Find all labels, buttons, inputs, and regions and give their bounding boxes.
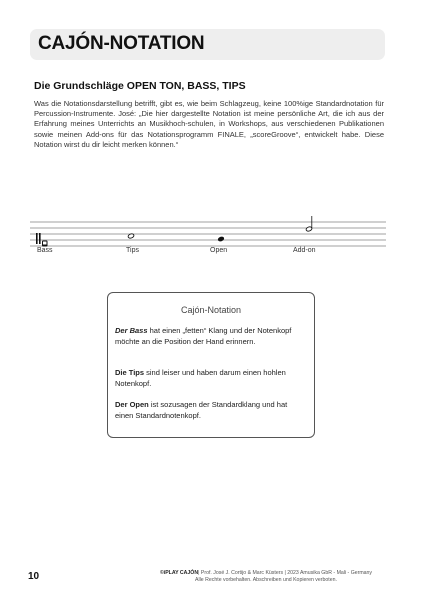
staff-lines <box>30 222 386 246</box>
copyright-footer <box>140 570 392 584</box>
tips-term: Die Tips <box>115 368 145 377</box>
title-bar <box>30 29 385 60</box>
bass-term: Der Bass <box>115 326 148 335</box>
bass-note-head <box>43 241 48 246</box>
open-description <box>115 400 305 421</box>
bass-description <box>115 326 305 347</box>
section-subheading: Die Grundschläge OPEN TON, BASS, TIPS <box>34 80 246 92</box>
footer-credits: | Prof. José J. Cortijo & Marc Küsters | 2023 Amusika GbR - Mali - Germany <box>198 570 373 576</box>
open-term: Der Open <box>115 400 149 409</box>
staff-label-add-on: Add-on <box>293 247 316 254</box>
notation-staff <box>30 212 386 252</box>
bass-text: hat einen „fetten“ Klang und der Notenkopf möchte an die Position der Hand erinnern. <box>115 326 292 346</box>
footer-line-1 <box>140 570 392 577</box>
footer-brand: ©iPLAY CAJÓN <box>159 570 199 576</box>
open-note-head <box>217 236 225 242</box>
page-number: 10 <box>28 571 40 582</box>
page-title: CAJÓN-NOTATION <box>38 33 205 54</box>
notation-info-box <box>107 292 315 438</box>
footer-line-2: Alle Rechte vorbehalten. Abschreiben und Kopieren verboten. <box>195 577 337 583</box>
staff-label-tips: Tips <box>126 247 139 254</box>
percussion-clef <box>36 233 41 244</box>
tips-text: sind leiser und haben darum einen hohlen Notenkopf. <box>115 368 286 388</box>
tips-description <box>115 368 305 389</box>
staff-label-bass: Bass <box>37 247 53 254</box>
add-on-note-head <box>305 216 312 232</box>
open-text: ist sozusagen der Standardklang und hat einen Standardnotenkopf. <box>115 400 288 420</box>
staff-label-open: Open <box>210 247 228 254</box>
intro-paragraph: Was die Notationsdarstellung betrifft, gibt es, wie beim Schlagzeug, keine 100%ige Standardnotation für Percussion-Instrumente. José: „Die hier dargestellte Notation ist meine persönliche Art, die ich aus der Erfahrung meines Unterrichts an Musikhoch-schulen, in Workshops, aus verschiedenen Publikationen sowie meinen Add-ons für das Notationsprogramm FINALE, „scoreGroove“, entwickelt habe. Diese Notation wirst du dir leicht merken können.“ <box>34 99 384 149</box>
info-box-title: Cajón-Notation <box>180 305 242 315</box>
